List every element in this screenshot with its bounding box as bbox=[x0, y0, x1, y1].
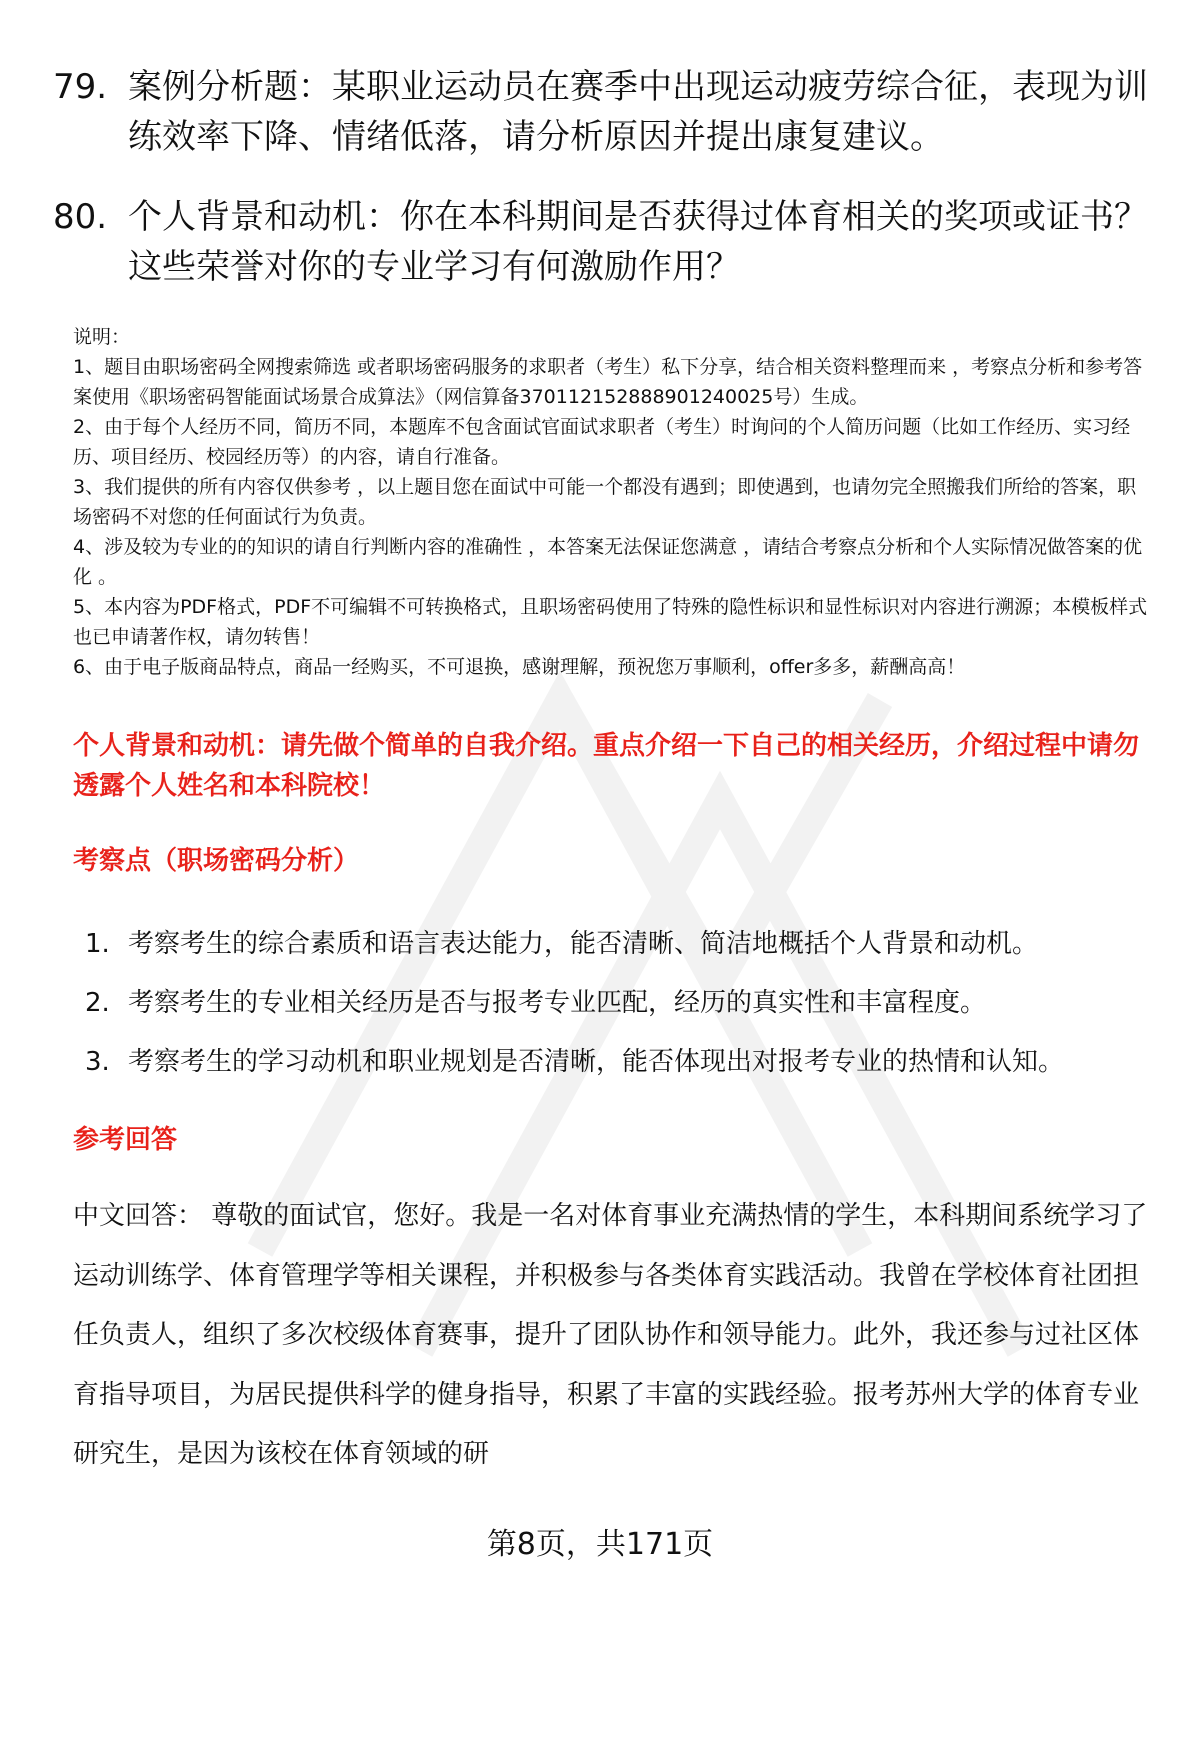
question-number: 80. bbox=[53, 197, 108, 237]
question-80 bbox=[53, 192, 1153, 292]
note-item: 5、本内容为PDF格式，PDF不可编辑不可转换格式，且职场密码使用了特殊的隐性标识和显性标识对内容进行溯源；本模板样式也已申请著作权，请勿转售！ bbox=[73, 596, 1148, 648]
analysis-item bbox=[85, 915, 1145, 974]
note-item: 1、题目由职场密码全网搜索筛选 或者职场密码服务的求职者（考生）私下分享，结合相关资料整理而来 ，考察点分析和参考答案使用《职场密码智能面试场景合成算法》（网信算备370112152888901240025号）生成。 bbox=[73, 356, 1143, 408]
item-number: 2. bbox=[85, 988, 110, 1018]
analysis-list bbox=[85, 915, 1145, 1092]
current-question-heading: 个人背景和动机：请先做个简单的自我介绍。重点介绍一下自己的相关经历，介绍过程中请勿透露个人姓名和本科院校！ bbox=[73, 731, 1140, 801]
item-number: 3. bbox=[85, 1047, 110, 1077]
question-number: 79. bbox=[53, 67, 108, 107]
item-text: 考察考生的综合素质和语言表达能力，能否清晰、简洁地概括个人背景和动机。 bbox=[128, 929, 1039, 959]
item-text: 考察考生的专业相关经历是否与报考专业匹配，经历的真实性和丰富程度。 bbox=[128, 988, 987, 1018]
note-item: 2、由于每个人经历不同，简历不同，本题库不包含面试官面试求职者（考生）时询问的个人简历问题（比如工作经历、实习经历、项目经历、校园经历等）的内容，请自行准备。 bbox=[73, 416, 1131, 468]
item-number: 1. bbox=[85, 929, 110, 959]
notes-title: 说明： bbox=[73, 326, 131, 348]
question-text: 个人背景和动机：你在本科期间是否获得过体育相关的奖项或证书？这些荣誉对你的专业学习有何激励作用？ bbox=[128, 197, 1148, 287]
note-item: 4、涉及较为专业的的知识的请自行判断内容的准确性 ，本答案无法保证您满意 ，请结合考察点分析和个人实际情况做答案的优化 。 bbox=[73, 536, 1143, 588]
analysis-item bbox=[85, 974, 1145, 1033]
answer-text: 中文回答： 尊敬的面试官，您好。我是一名对体育事业充满热情的学生，本科期间系统学习了运动训练学、体育管理学等相关课程，并积极参与各类体育实践活动。我曾在学校体育社团担任负责人，组织了多次校级体育赛事，提升了团队协作和领导能力。此外，我还参与过社区体育指导项目，为居民提供科学的健身指导，积累了丰富的实践经验。报考苏州大学的体育专业研究生，是因为该校在体育领域的研 bbox=[73, 1201, 1148, 1469]
question-79 bbox=[53, 62, 1153, 162]
note-item: 6、由于电子版商品特点，商品一经购买，不可退换，感谢理解，预祝您万事顺利，offer多多，薪酬高高！ bbox=[73, 656, 966, 678]
answer-heading: 参考回答 bbox=[73, 1125, 178, 1155]
question-text: 案例分析题：某职业运动员在赛季中出现运动疲劳综合征，表现为训练效率下降、情绪低落，请分析原因并提出康复建议。 bbox=[128, 67, 1148, 157]
analysis-heading: 考察点（职场密码分析） bbox=[73, 846, 360, 876]
analysis-item bbox=[85, 1033, 1145, 1092]
notes-section bbox=[73, 322, 1153, 682]
item-text: 考察考生的学习动机和职业规划是否清晰，能否体现出对报考专业的热情和认知。 bbox=[128, 1047, 1065, 1077]
note-item: 3、我们提供的所有内容仅供参考 ，以上题目您在面试中可能一个都没有遇到；即使遇到，也请勿完全照搬我们所给的答案，职场密码不对您的任何面试行为负责。 bbox=[73, 476, 1137, 528]
page-number: 第8页，共171页 bbox=[486, 1526, 714, 1562]
